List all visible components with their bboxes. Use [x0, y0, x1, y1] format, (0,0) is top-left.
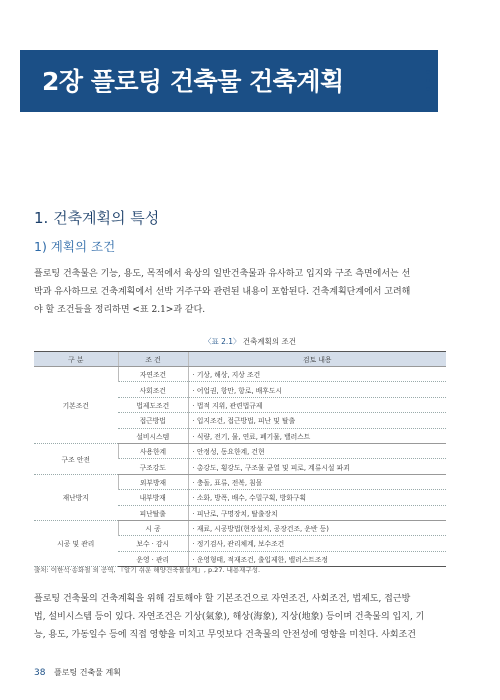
table-cell-detail: · 정기검사, 관리체계, 보수조건 — [188, 536, 446, 551]
table-cell-detail: · 안정성, 동요한계, 건현 — [188, 443, 446, 458]
section-title: 1. 건축계획의 특성 — [34, 209, 160, 227]
subsection-title: 1) 계획의 조건 — [34, 239, 116, 254]
table-cell-detail: · 운영형태, 적재조건, 출입제한, 밸러스트조정 — [188, 551, 446, 566]
table-caption-text: 건축계획의 조건 — [242, 337, 297, 346]
table-row — [34, 474, 446, 489]
chapter-title: 2장 플로팅 건축물 건축계획 — [42, 67, 344, 96]
header-category: 구 분 — [34, 352, 118, 367]
text-line: 능, 용도, 가동일수 등에 직접 영향을 미치고 무엇보다 건축물의 안전성에 영향을 미친다. 사회조건 — [34, 630, 416, 640]
table-cell-condition: 외부방재 — [118, 474, 188, 489]
text-line: 법, 설비시스템 등이 있다. 자연조건은 기상(氣象), 해상(海象), 지상(地象) 등이며 건축물의 입지, 기 — [34, 612, 425, 622]
decorative-dots — [426, 70, 432, 96]
table-cell-condition: 구조강도 — [118, 459, 188, 474]
table-cell-detail: · 재료, 시공방법(현장설치, 공장건조, 운반 등) — [188, 520, 446, 535]
table-cell-condition: 내부방재 — [118, 490, 188, 505]
table-cell-detail: · 어업권, 항만, 항로, 배후도시 — [188, 382, 446, 397]
dot — [426, 87, 430, 91]
text-line: 플로팅 건축물은 기능, 용도, 목적에서 육상의 일반건축물과 유사하고 입지와 구조 측면에서는 선 — [34, 269, 411, 279]
table-row — [34, 443, 446, 458]
table-cell-condition: 사용한계 — [118, 443, 188, 458]
page-number: 38 — [34, 668, 46, 678]
table-cell-condition: 사회조건 — [118, 382, 188, 397]
table-row — [34, 520, 446, 535]
conditions-table — [34, 351, 446, 567]
table-caption — [0, 336, 500, 347]
table-cell-condition: 시 공 — [118, 520, 188, 535]
table-cell-condition: 설비시스템 — [118, 428, 188, 443]
body-paragraph-1 — [34, 265, 446, 319]
text-line: 박과 유사하므로 건축계획에서 선박 거주구와 관련된 내용이 포함된다. 건축계획단계에서 고려해 — [34, 287, 411, 297]
table-caption-label: 〈표 2.1〉 — [203, 337, 241, 346]
table-cell-detail: · 기상, 해상, 지상 조건 — [188, 367, 446, 382]
table-cell-detail: · 피난로, 구명장치, 탈출장치 — [188, 505, 446, 520]
table-cell-category: 구조 안전 — [34, 443, 118, 474]
dot — [426, 70, 430, 74]
chapter-header — [20, 50, 438, 112]
text-line: 야 할 조건들을 정리하면 <표 2.1>과 같다. — [34, 305, 206, 315]
table-cell-condition: 운영 · 관리 — [118, 551, 188, 566]
table-cell-detail: · 식량, 전기, 물, 연료, 폐기물, 밸러스트 — [188, 428, 446, 443]
table-cell-detail: · 소화, 방폭, 배수, 수밀구획, 방화구획 — [188, 490, 446, 505]
table-cell-condition: 법제도조건 — [118, 397, 188, 412]
table-cell-condition: 피난탈출 — [118, 505, 188, 520]
table-cell-category: 재난방지 — [34, 474, 118, 520]
table-cell-detail: · 총강도, 횡강도, 구조물 균열 및 피로, 계류시설 파괴 — [188, 459, 446, 474]
table-cell-condition: 접근방법 — [118, 413, 188, 428]
running-title: 플로팅 건축물 계획 — [54, 668, 121, 677]
table-row — [34, 367, 446, 382]
table-cell-detail: · 법적 지위, 관련법규제 — [188, 397, 446, 412]
table-body — [34, 367, 446, 567]
table-cell-detail: · 입지조건, 접근방법, 피난 및 탈출 — [188, 413, 446, 428]
body-paragraph-2 — [34, 590, 446, 644]
table-cell-detail: · 충돌, 표류, 전복, 침몰 — [188, 474, 446, 489]
table-cell-condition: 보수 · 감시 — [118, 536, 188, 551]
table-cell-condition: 자연조건 — [118, 367, 188, 382]
table-header-row — [34, 352, 446, 367]
table-cell-category: 시공 및 관리 — [34, 520, 118, 566]
text-line: 플로팅 건축물의 건축계획을 위해 검토해야 할 기본조건으로 자연조건, 사회조건, 법제도, 접근방 — [34, 594, 411, 604]
table-cell-category: 기본조건 — [34, 367, 118, 444]
page-footer — [34, 667, 121, 678]
header-review: 검토 내용 — [188, 352, 446, 367]
dot — [426, 79, 430, 83]
table-source: 출처: 이한석·송화철 외 공역, 『알기 쉬운 해양건축물설계』, p.27. 내용재구성. — [34, 566, 261, 574]
header-condition: 조 건 — [118, 352, 188, 367]
